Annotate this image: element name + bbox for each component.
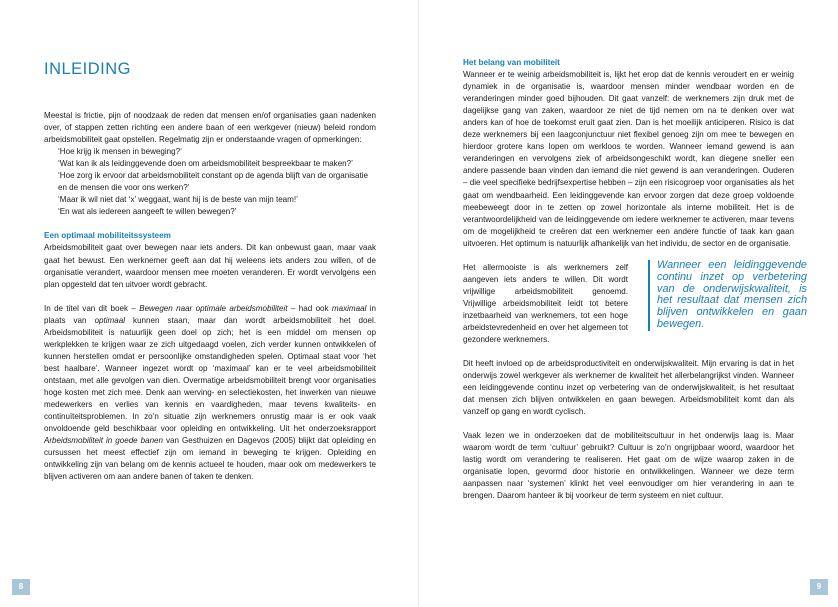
page-number-right: 9: [810, 579, 828, 595]
paragraph-mobility-system: Arbeidsmobiliteit gaat over bewegen naar iets anders. Dit kan onbewust gaan, maar vaak gaat het bewust. Een werknemer geeft aan dat hij weleens iets anders zou willen, of de organisatie verandert, waardoor mensen mee moeten veranderen. Er wordt vervolgens een plan opgesteld dat ten uitvoer wordt gebracht.: [44, 243, 376, 289]
book-title: Bewegen naar optimale arbeidsmobiliteit: [139, 303, 288, 313]
question-2: ‘Wat kan ik als leidinggevende doen om arbeidsmobiliteit bespreekbaar te maken?’: [58, 159, 353, 169]
paragraph-importance: Wanneer er te weinig arbeidsmobiliteit is, lijkt het erop dat de kennis veroudert en er weinig dynamiek in de organisatie is, waardoor mensen minder wendbaar worden en de veranderingen minder goed bijhouden. Dit gaat vanzelf: de werknemers zijn druk met de dagelijkse gang van zaken, waardoor ze niet de tijd nemen om na te denken over wat anders kan of hoe de toekomst eruit gaat zien. Dan is het moeilijk anticiperen. Risico is dat deze werknemers bij een laagconjunctuur niet flexibel genoeg zijn om mee te bewegen en hierdoor grotere kans lopen om werkloos te worden. Wanneer iemand gewend is aan veranderingen en vervolgens ziek of arbeidsongeschikt wordt, kan diegene sneller een andere passende baan vinden dan iemand die niet gewend is aan veranderingen. Ouderen – die veel specifieke bedrijfsexpertise hebben – zijn een risicogroep voor organisaties als het gaat om wendbaarheid. Een leidinggevende kan ervoor zorgen dat deze groep voldoende meebeweegt door in te zetten op zowel horizontale als interne mobiliteit. Het is de verantwoordelijkheid van de leidinggevende om iedere werknemer te activeren, maar tevens om de mogelijkheid te creëren dat een werknemer een andere functie of taak kan gaan uitvoeren. Het optimum is natuurlijk afhankelijk van het individu, de sector en de organisatie.: [463, 70, 794, 248]
paragraph-voluntary-mobility: Het allermooiste is als werknemers zelf aangeven iets anders te willen. Dit wordt vrijwillige arbeidsmobiliteit genoemd. Vrijwillige arbeidsmobiliteit leidt tot betere inzetbaarheid van werknemers, tot een hoge arbeidstevredenheid en over het algemeen tot gezondere werknemers.: [463, 262, 628, 345]
chapter-title: INLEIDING: [44, 60, 132, 78]
left-column: [44, 110, 376, 483]
page-number-left: 8: [12, 579, 30, 595]
intro-paragraph: Meestal is frictie, pijn of noodzaak de reden dat mensen en/of organisaties gaan nadenken over, of stappen zetten richting een andere baan of een werkgever (nieuw) beleid rondom arbeidsmobiliteit gaat opstellen. Regelmatig zijn er onderstaande vragen of opmerkingen:: [44, 111, 376, 145]
text-with-pull-quote: [463, 258, 807, 358]
question-4: ‘Maar ik wil niet dat ‘x’ weggaat, want hij is de beste van mijn team!’: [58, 195, 298, 205]
text-segment: in plaats van: [44, 303, 376, 325]
term-optimaal: optimaal: [94, 315, 125, 325]
paragraph-culture-systems: Vaak lezen we in onderzoeken dat de mobiliteitscultuur in het onderwijs laag is. Maar waarom wordt de term ‘cultuur’ gebruikt? Cultuur is zo’n ongrijpbaar woord, waardoor het lastig wordt om verandering te realiseren. Het gaat om de wijze waarop zaken in de organisatie lopen, gevormd door historie en ontwikkelingen. Wanneer we deze term aanpassen naar ‘systemen’ klinkt het veel eenvoudiger om hier verandering in aan te brengen. Daarom hanteer ik bij voorkeur de term systeem en niet cultuur.: [463, 430, 794, 501]
text-segment: van Gesthuizen en Dagevos (2005) blijkt dat opleiding en cursussen het meest effectief zijn om iemand in beweging te krijgen. Opleiding en ontwikkeling zijn van belang om de kennis actueel te houden, maar ook om medewerkers te blijven activeren om aan andere banen of taken te denken.: [44, 436, 376, 482]
question-5: ‘En wat als iedereen aangeeft te willen bewegen?’: [58, 207, 237, 217]
section-heading-mobility-system: Een optimaal mobiliteitssysteem: [44, 231, 171, 241]
term-maximaal: maximaal: [331, 303, 367, 313]
text-segment: kunnen staan, maar dan wordt arbeidsmobiliteit het doel. Arbeidsmobiliteit is natuurlijk geen doel op zich; het is een middel om mensen op werkplekken te krijgen waar ze zich uitgedaagd voelen, zich verder kunnen ontwikkelen of kunnen herstellen omdat er persoonlijke omstandigheden spelen. Optimaal staat voor ‘het best haalbare’. Wanneer ingezet wordt op ‘maximaal’ kan er te veel arbeidsmobiliteit ontstaan, met alle gevolgen van dien. Overmatige arbeidsmobiliteit brengt voor organisaties hoge kosten met zich mee. Denk aan werving- en selectiekosten, het inwerken van nieuwe medewerkers en verlies van kennis en vaardigheden, maar tevens kwaliteits- en continuïteitsproblemen. In zo’n situatie zijn werknemers onrustig maar is er ook vaak onvoldoende geld beschikbaar voor opleiding en ontwikkeling. Uit het onderzoeksrapport: [44, 315, 377, 434]
paragraph-book-title: [44, 303, 376, 484]
question-3: ‘Hoe zorg ik ervoor dat arbeidsmobiliteit constant op de agenda blijft van de organisatie en de mensen die voor ons werken?’: [58, 171, 368, 193]
right-page: [419, 0, 838, 607]
text-segment: In de titel van dit boek –: [44, 303, 140, 313]
report-title: Arbeidsmobiliteit in goede banen: [44, 436, 164, 446]
question-1: ‘Hoe krijg ik mensen in beweging?’: [58, 147, 182, 157]
text-segment: – had ook: [287, 303, 332, 313]
section-heading-importance-mobility: Het belang van mobiliteit: [463, 58, 560, 67]
paragraph-voluntary-mobility-continued: Dit heeft invloed op de arbeidsproductiviteit en onderwijskwaliteit. Mijn ervaring is dat in het onderwijs zowel werkgever als werknemer de kwaliteit het allerbelangrijkst vinden. Wanneer een leidinggevende continu inzet op verbetering van de onderwijskwaliteit, is het resultaat dat mensen zich blijven ontwikkelen en gaan bewegen. Arbeidsmobiliteit komt dan als vanzelf op gang en wordt cyclisch.: [463, 358, 794, 416]
right-column: [463, 57, 807, 502]
pull-quote: Wanneer een leidinggevende continu inzet op verbetering van de onderwijskwaliteit, is het resultaat dat mensen zich blijven ontwikkelen en gaan bewegen.: [648, 260, 807, 331]
